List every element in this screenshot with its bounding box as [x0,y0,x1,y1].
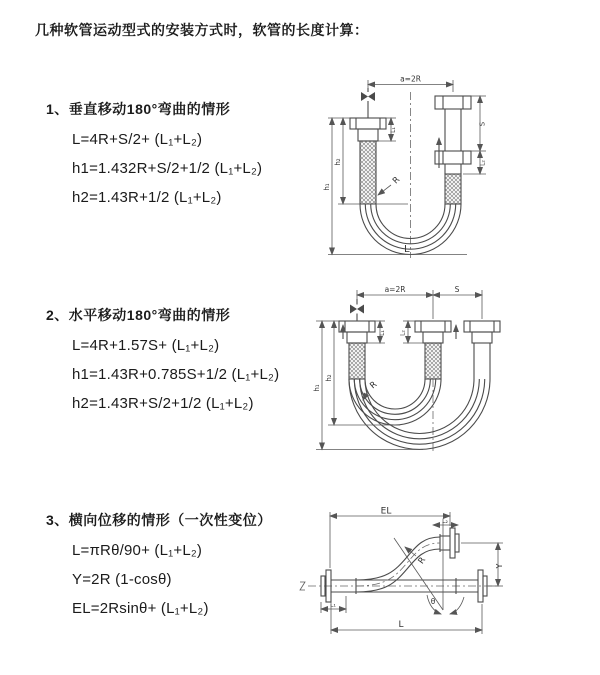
formula-line: h2=1.43R+S/2+1/2 (L₁+L₂) [72,395,254,412]
section-3-heading: 3、横向位移的情形（一次性变位） [46,512,272,528]
construction-lines [394,522,443,610]
section-1-heading: 1、垂直移动180°弯曲的情形 [46,101,231,117]
dim-label-l1: L₁ [379,330,386,336]
dim-label-a2r: a=2R [400,74,421,84]
dim-label-s: S [454,285,460,294]
hose-s-curve [356,537,440,592]
left-flange [321,570,356,602]
hose-u-bend-displaced [349,379,490,449]
left-pipe [339,321,375,379]
dim-a-2r [357,290,482,319]
dim-label-h1: h₁ [313,384,321,392]
dim-label-l: L [398,620,404,630]
dim-el [330,512,450,568]
diagram-horizontal-180-bend [308,283,593,458]
formula-line: Y=2R (1-cosθ) [72,571,172,588]
left-pipe [350,118,386,204]
dim-label-y: Y [495,563,504,569]
dim-label-l1: L₁ [390,127,397,133]
formula-line: L=4R+S/2+ (L₁+L₂) [72,131,203,148]
dim-label-h1: h₁ [323,183,331,191]
dim-label-el: EL [380,506,392,517]
length-label: L [404,244,410,255]
formula-line: L=πRθ/90+ (L₁+L₂) [72,542,203,559]
hose-u-bend-original [349,379,441,425]
dim-label-a2r: a=2R [384,285,406,294]
page-title: 几种软管运动型式的安装方式时，软管的长度计算： [35,22,369,38]
valve-icon [350,299,364,321]
formula-line: EL=2Rsinθ+ (L₁+L₂) [72,600,209,617]
radius-arrow [378,185,391,195]
dim-label-l2: L₂ [399,330,407,336]
section-3 [46,510,314,617]
angle-label: θ [430,597,436,606]
dim-l [330,601,482,634]
dim-label-l2: L₂ [479,160,487,166]
section-2-heading: 2、水平移动180°弯曲的情形 [46,307,231,323]
radius-label: R [390,174,403,187]
centerline-symbol-icon [300,582,305,590]
section-1 [46,99,314,206]
formula-line: h1=1.432R+S/2+1/2 (L₁+L₂) [72,160,263,177]
middle-pipe [415,321,451,379]
formula-line: h1=1.43R+0.785S+1/2 (L₁+L₂) [72,366,280,383]
formula-line: h2=1.43R+1/2 (L₁+L₂) [72,189,222,206]
valve-icon [361,88,375,118]
section-2 [46,305,314,412]
radius-label: R [368,379,380,392]
dim-label-h2: h₂ [334,158,342,166]
dim-label-h2: h₂ [325,374,333,382]
dim-label-s: S [478,121,487,127]
diagram-vertical-180-bend [312,72,588,264]
diagram-lateral-displacement [298,500,595,650]
right-pipe [435,96,471,204]
formula-line: L=4R+1.57S+ (L₁+L₂) [72,337,220,354]
dim-label-l2: L₂ [442,518,448,525]
radius-label: R [416,555,429,567]
right-pipe [464,321,500,379]
dim-label-l1: L₁ [330,601,336,609]
